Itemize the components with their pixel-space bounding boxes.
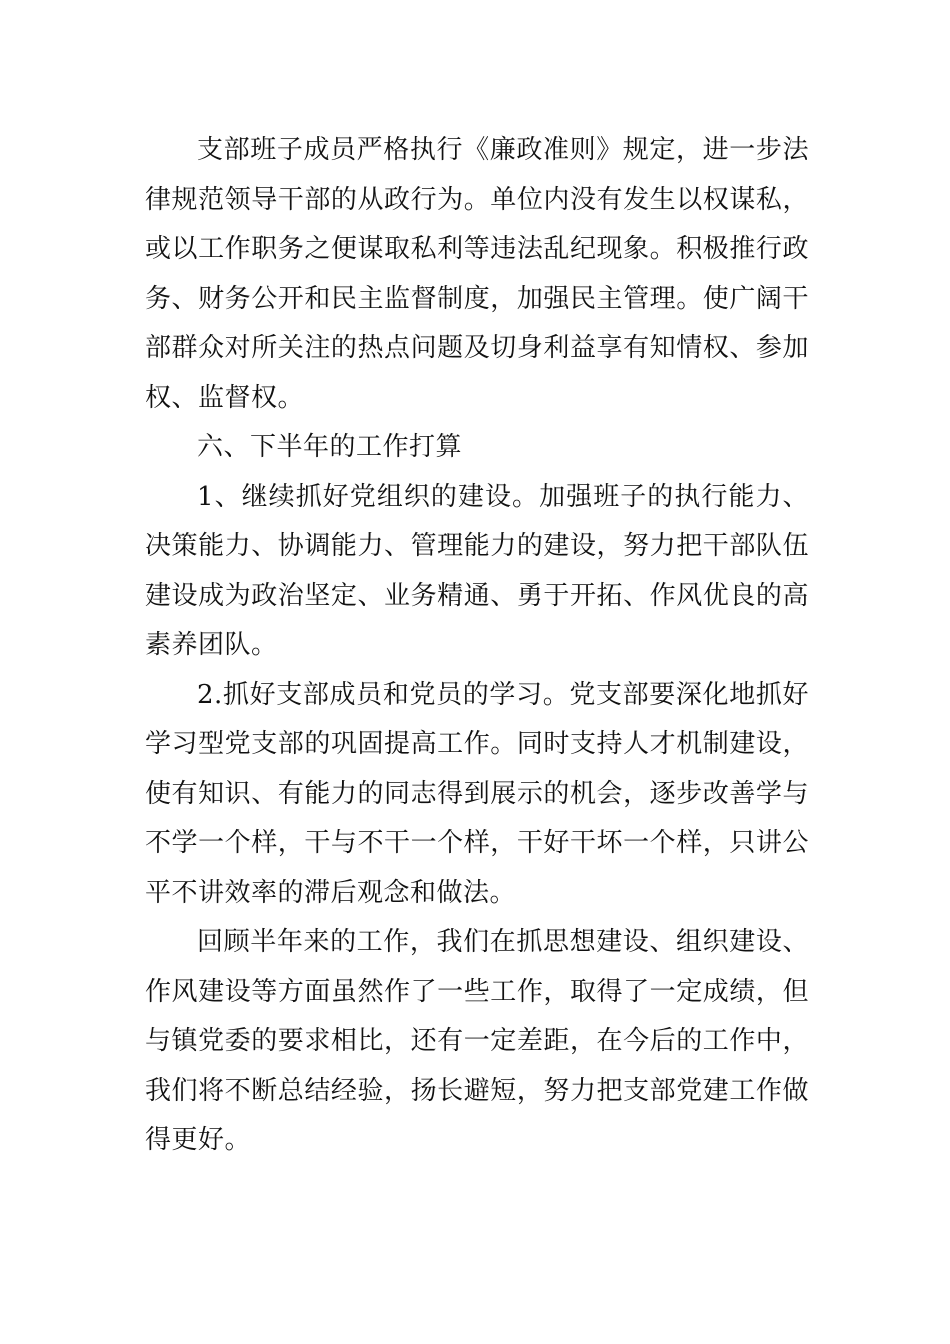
paragraph-plan-1: 1、继续抓好党组织的建设。加强班子的执行能力、决策能力、协调能力、管理能力的建设，努力把干部队伍建设成为政治坚定、业务精通、勇于开拓、作风优良的高素养团队。 [145,481,809,660]
section-heading-plans: 六、下半年的工作打算 [197,432,463,462]
paragraph-plan-2: 2.抓好支部成员和党员的学习。党支部要深化地抓好学习型党支部的巩固提高工作。同时支持人才机制建设，使有知识、有能力的同志得到展示的机会，逐步改善学与不学一个样，干与不干一个样，干好干坏一个样，只讲公平不讲效率的滞后观念和做法。 [145,679,809,908]
paragraph-conclusion: 回顾半年来的工作，我们在抓思想建设、组织建设、作风建设等方面虽然作了一些工作，取得了一定成绩，但与镇党委的要求相比，还有一定差距，在今后的工作中，我们将不断总结经验，扬长避短，努力把支部党建工作做得更好。 [145,927,809,1155]
paragraph-integrity: 支部班子成员严格执行《廉政准则》规定，进一步法律规范领导干部的从政行为。单位内没有发生以权谋私，或以工作职务之便谋取私利等违法乱纪现象。积极推行政务、财务公开和民主监督制度，加强民主管理。使广阔干部群众对所关注的热点问题及切身利益享有知情权、参加权、监督权。 [145,135,809,413]
document-body [145,126,809,1166]
